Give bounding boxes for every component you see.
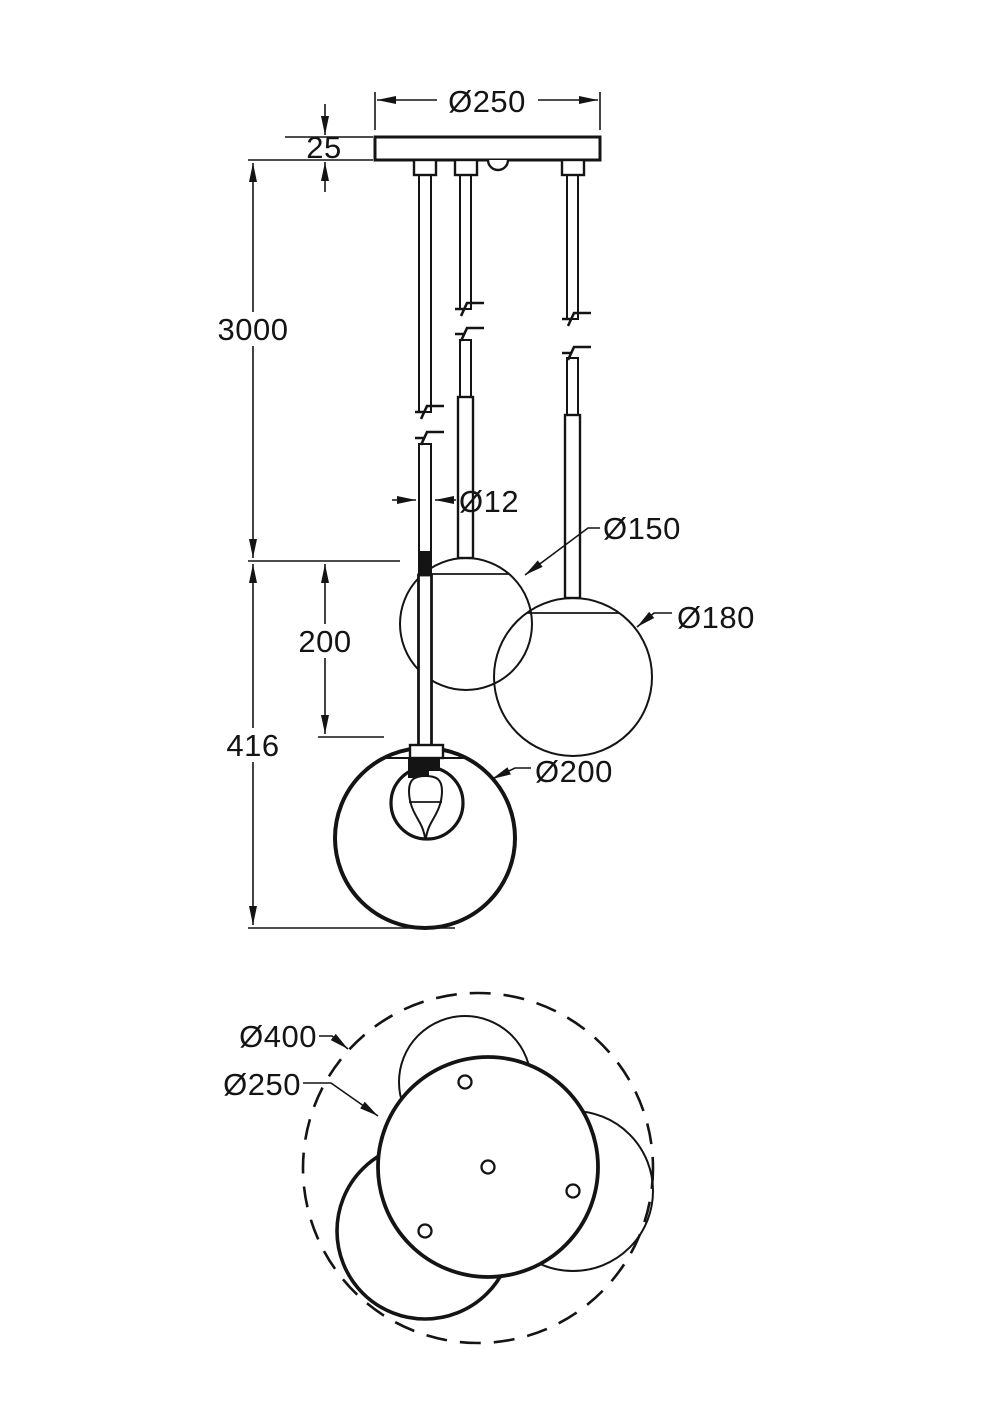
leader-sphere-200 <box>492 754 613 789</box>
leader-line <box>303 1083 378 1116</box>
suspension-rod-3-tube <box>565 415 580 598</box>
rod-coupler-fitting <box>418 552 432 575</box>
plan-view <box>223 993 653 1343</box>
mounting-hook <box>488 160 508 170</box>
rod-connector-2 <box>455 160 477 175</box>
leader-label-sphere-200: Ø200 <box>535 754 613 789</box>
leader-sphere-180 <box>637 600 755 635</box>
dimension-label-canopy-diameter: Ø250 <box>448 84 526 119</box>
rod-connector-3 <box>562 160 584 175</box>
leader-label-plan-canopy-diameter: Ø250 <box>223 1067 301 1102</box>
canopy-plate <box>375 137 600 160</box>
leader-line <box>525 528 600 575</box>
canopy-center-hole <box>482 1161 495 1174</box>
glass-sphere-200-assembly <box>335 745 515 928</box>
canopy-rod-hole <box>459 1076 472 1089</box>
suspension-rod-1-middle <box>419 444 431 552</box>
dimension-label-suspension-length: 3000 <box>217 312 289 347</box>
glass-sphere-180 <box>494 598 652 756</box>
suspension-rod-3-upper <box>567 174 578 319</box>
suspension-rod-2-upper <box>460 174 471 309</box>
leader-label-sphere-150: Ø150 <box>603 511 681 546</box>
leader-line <box>637 613 672 627</box>
dimension-label-rod-diameter: Ø12 <box>459 484 520 519</box>
suspension-rod-2-middle <box>460 340 471 397</box>
dimension-label-canopy-height: 25 <box>306 130 342 165</box>
suspension-rod-1-upper <box>419 174 431 412</box>
leader-line <box>319 1036 348 1049</box>
dimension-canopy-diameter <box>375 82 600 130</box>
leader-plan-canopy-diameter <box>223 1067 378 1116</box>
leader-overall-diameter <box>239 1019 348 1054</box>
suspension-rod-2-tube <box>458 397 473 558</box>
leader-label-overall-diameter: Ø400 <box>239 1019 317 1054</box>
dimension-label-body-height: 416 <box>226 728 280 763</box>
leader-label-sphere-180: Ø180 <box>677 600 755 635</box>
suspension-rod-3-middle <box>567 358 578 415</box>
canopy-rod-hole <box>419 1225 432 1238</box>
dimension-label-rod-length: 200 <box>298 624 352 659</box>
dimension-canopy-height <box>248 104 373 192</box>
dimension-suspension-length <box>215 163 291 558</box>
canopy-rod-hole <box>567 1185 580 1198</box>
leader-line <box>492 768 531 779</box>
dimension-rod-length <box>296 564 384 737</box>
socket-cap <box>410 745 443 758</box>
suspension-rod-1-tube <box>419 575 432 746</box>
rod-connector-1 <box>414 160 436 175</box>
dimension-rod-diameter <box>392 484 519 519</box>
leader-sphere-150 <box>525 511 681 575</box>
